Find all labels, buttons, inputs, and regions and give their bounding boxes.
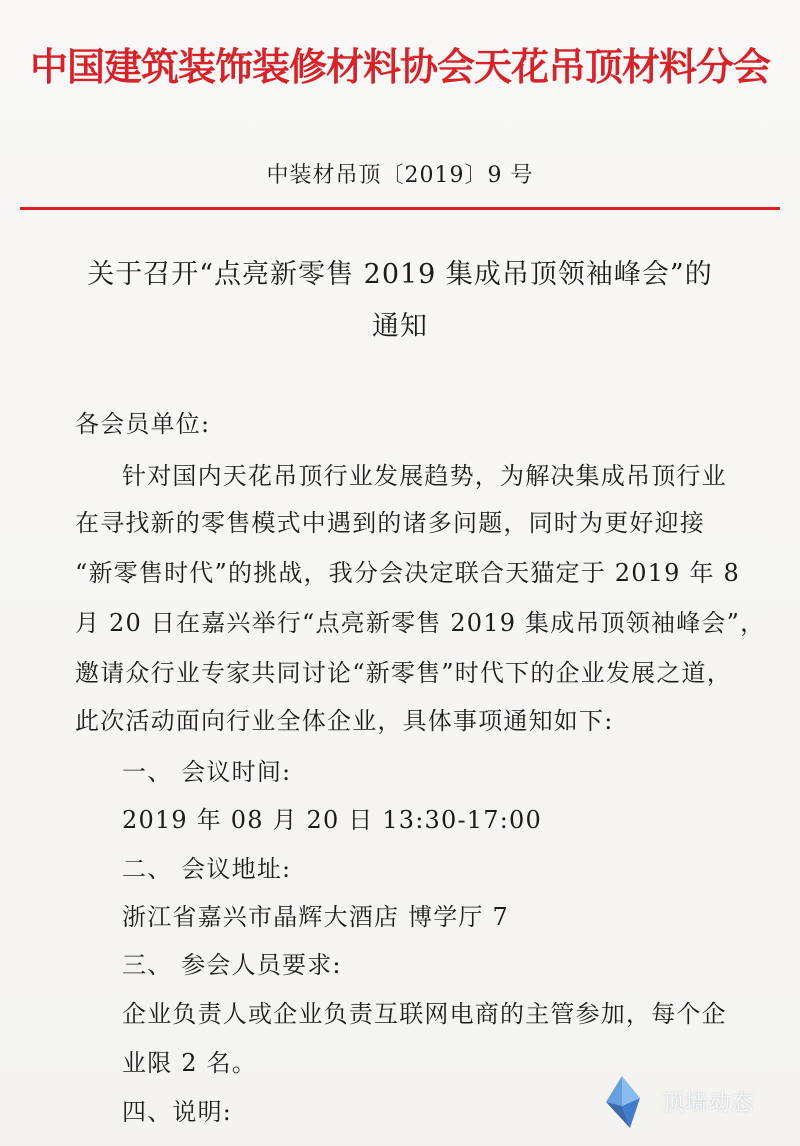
paragraph-line-6: 此次活动面向行业全体企业，具体事项通知如下: bbox=[75, 707, 614, 735]
document-number: 中装材吊顶〔2019〕9 号 bbox=[266, 163, 534, 188]
section-attendee-line-2: 业限 2 名。 bbox=[122, 1049, 257, 1077]
paragraph-line-2: 在寻找新的零售模式中遇到的诸多问题，同时为更好迎接 bbox=[75, 509, 705, 537]
watermark-logo-icon bbox=[600, 1072, 660, 1132]
section-attendee-heading: 三、 参会人员要求: bbox=[122, 951, 342, 979]
salutation: 各会员单位: bbox=[75, 410, 211, 438]
watermark-text: 顶墙动态 bbox=[662, 1091, 755, 1116]
section-place-value: 浙江省嘉兴市晶辉大酒店 博学厅 7 bbox=[122, 903, 509, 931]
section-place-heading: 二、 会议地址: bbox=[122, 855, 292, 883]
organization-header: 中国建筑装饰装修材料协会天花吊顶材料分会 bbox=[29, 45, 770, 89]
paragraph-line-5: 邀请众行业专家共同讨论“新零售”时代下的企业发展之道， bbox=[75, 659, 732, 687]
paragraph-line-4: 月 20 日在嘉兴举行“点亮新零售 2019 集成吊顶领袖峰会”， bbox=[75, 609, 766, 637]
watermark bbox=[600, 1072, 780, 1132]
paragraph-line-1: 针对国内天花吊顶行业发展趋势，为解决集成吊顶行业 bbox=[122, 462, 727, 490]
section-time-heading: 一、 会议时间: bbox=[122, 758, 292, 786]
section-notes-heading: 四、说明: bbox=[122, 1098, 233, 1126]
section-attendee-line-1: 企业负责人或企业负责互联网电商的主管参加，每个企 bbox=[122, 1000, 727, 1028]
notice-title-line-1: 关于召开“点亮新零售 2019 集成吊顶领袖峰会”的 bbox=[87, 259, 713, 290]
section-time-value: 2019 年 08 月 20 日 13:30-17:00 bbox=[122, 806, 542, 834]
paragraph-line-3: “新零售时代”的挑战，我分会决定联合天猫定于 2019 年 8 bbox=[75, 559, 740, 587]
notice-title-line-2: 通知 bbox=[372, 311, 428, 342]
red-divider-line bbox=[20, 207, 780, 210]
